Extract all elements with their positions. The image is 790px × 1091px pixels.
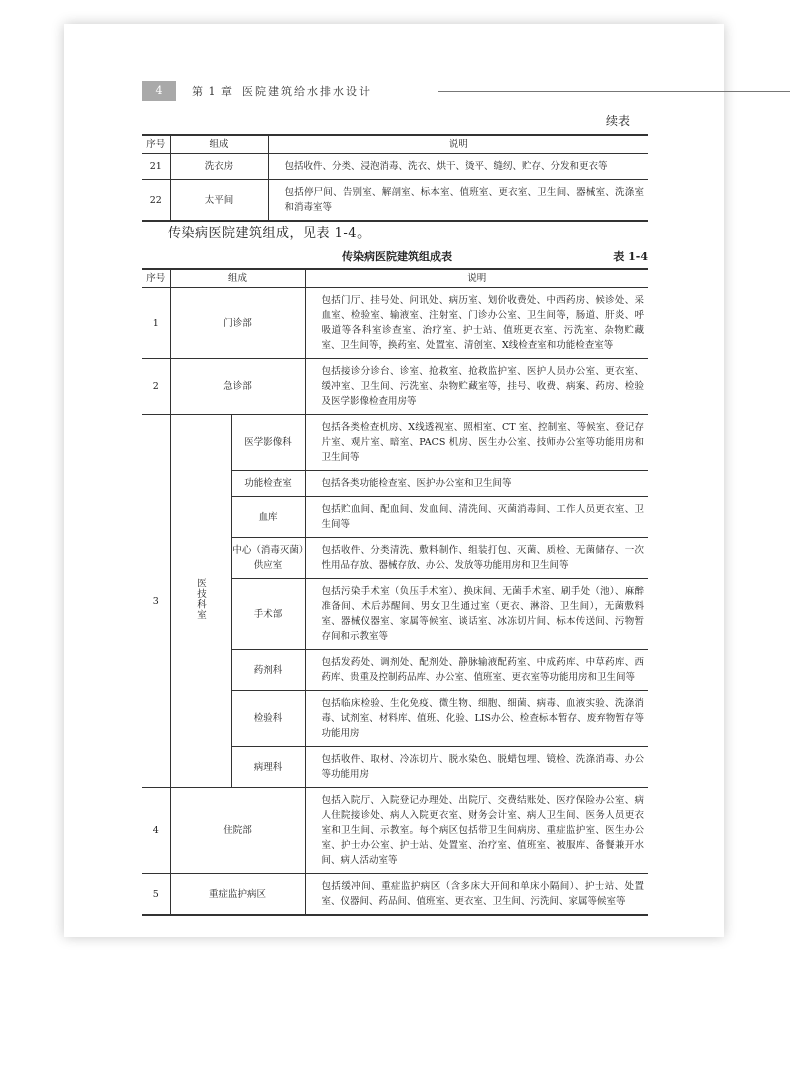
sub-name: 手术部: [231, 579, 305, 650]
col-header-num: 序号: [142, 135, 170, 154]
sub-desc: 包括各类功能检查室、医护办公室和卫生间等: [305, 471, 648, 497]
row-num: 3: [142, 415, 170, 788]
row-num: 21: [142, 154, 170, 180]
sub-desc: 包括发药处、调剂处、配剂处、静脉输液配药室、中成药库、中草药库、西药库、贵重及控制药品库、办公室、值班室、更衣室等功能用房和卫生间等: [305, 650, 648, 691]
row-desc: 包括停尸间、告别室、解剖室、标本室、值班室、更衣室、卫生间、器械室、洗涤室和消毒室等: [268, 180, 648, 222]
row-desc: 包括缓冲间、重症监护病区（含多床大开间和单床小隔间）、护士站、处置室、仪器间、药品间、值班室、更衣室、卫生间、污洗间、家属等候室等: [305, 874, 648, 916]
sub-desc: 包括收件、取材、冷冻切片、脱水染色、脱蜡包埋、镜检、洗涤消毒、办公等功能用房: [305, 747, 648, 788]
composition-table: [142, 268, 648, 916]
row-num: 22: [142, 180, 170, 222]
table-row: [142, 788, 648, 874]
header-rule: [438, 91, 790, 92]
chapter-title: 医院建筑给水排水设计: [242, 85, 372, 98]
row-desc: 包括接诊分诊台、诊室、抢救室、抢救监护室、医护人员办公室、更衣室、缓冲室、卫生间、污洗室、杂物贮藏室等，挂号、收费、病案、药房、检验及医学影像检查用房等: [305, 359, 648, 415]
row-num: 4: [142, 788, 170, 874]
table-number: 表 1-4: [613, 250, 648, 263]
sub-name: 中心（消毒灭菌）供应室: [231, 538, 305, 579]
group-label: 医技科室: [195, 577, 206, 620]
col-header-desc: 说明: [268, 135, 648, 154]
continued-label: 续表: [605, 114, 630, 128]
sub-name: 检验科: [231, 691, 305, 747]
group-cell: [170, 415, 231, 788]
table-caption: [142, 248, 648, 264]
table-row: [142, 415, 648, 471]
sub-desc: 包括临床检验、生化免疫、微生物、细胞、细菌、病毒、血液实验、洗涤消毒、试剂室、材料库、值班、化验、LIS办公、检查标本暂存、废弃物暂存等功能用房: [305, 691, 648, 747]
col-header-group: 组成: [170, 269, 305, 288]
intro-paragraph: 传染病医院建筑组成，见表 1-4。: [168, 226, 371, 241]
sub-name: 医学影像科: [231, 415, 305, 471]
sub-desc: 包括贮血间、配血间、发血间、清洗间、灭菌消毒间、工作人员更衣室、卫生间等: [305, 497, 648, 538]
continued-table: [142, 134, 648, 222]
col-header-desc: 说明: [305, 269, 648, 288]
table-row: [142, 288, 648, 359]
row-num: 2: [142, 359, 170, 415]
row-desc: 包括入院厅、入院登记办理处、出院厅、交费结账处、医疗保险办公室、病人住院接诊处、病人入院更衣室、财务会计室、病人卫生间、医务人员更衣室和卫生间、示教室。每个病区包括带卫生间病房、重症监护室、医生办公室、护士办公室、护士站、处置室、治疗室、值班室、被服库、备餐兼开水间、病人活动室等: [305, 788, 648, 874]
page-number: 4: [142, 81, 176, 101]
sub-name: 病理科: [231, 747, 305, 788]
table-row: [142, 154, 648, 180]
row-name: 住院部: [170, 788, 305, 874]
chapter-number: 第 1 章: [192, 85, 233, 98]
table-row: [142, 359, 648, 415]
sub-desc: 包括收件、分类清洗、敷料制作、组装打包、灭菌、质检、无菌储存、一次性用品存放、器械存放、办公、发放等功能用房和卫生间等: [305, 538, 648, 579]
row-name: 洗衣房: [170, 154, 268, 180]
table-title: 传染病医院建筑组成表: [342, 250, 452, 263]
col-header-group: 组成: [170, 135, 268, 154]
row-num: 1: [142, 288, 170, 359]
table-row: [142, 180, 648, 222]
table-row: [142, 874, 648, 916]
sub-name: 功能检查室: [231, 471, 305, 497]
row-desc: 包括门厅、挂号处、问讯处、病历室、划价收费处、中西药房、候诊处、采血室、检验室、输液室、注射室、门诊办公室、卫生间等，肠道、肝炎、呼吸道等各科室诊查室、治疗室、护士站、值班更衣室、污洗室、杂物贮藏室、卫生间等，换药室、处置室、清创室、X线检查室和功能检查室等: [305, 288, 648, 359]
row-name: 门诊部: [170, 288, 305, 359]
row-num: 5: [142, 874, 170, 916]
row-name: 重症监护病区: [170, 874, 305, 916]
row-name: 急诊部: [170, 359, 305, 415]
sub-name: 血库: [231, 497, 305, 538]
col-header-num: 序号: [142, 269, 170, 288]
book-page: [64, 24, 724, 937]
row-name: 太平间: [170, 180, 268, 222]
sub-desc: 包括各类检查机房、X线透视室、照相室、CT 室、控制室、等候室、登记存片室、观片室、暗室、PACS 机房、医生办公室、技师办公室等功能用房和卫生间等: [305, 415, 648, 471]
sub-name: 药剂科: [231, 650, 305, 691]
sub-desc: 包括污染手术室（负压手术室）、换床间、无菌手术室、刷手处（池）、麻醉准备间、术后苏醒间、男女卫生通过室（更衣、淋浴、卫生间），无菌敷料室、器械仪器室、家属等候室、谈话室、冰冻切片间、标本传送间、污物暂存间和示教室等: [305, 579, 648, 650]
row-desc: 包括收件、分类、浸泡消毒、洗衣、烘干、烫平、缝纫、贮存、分发和更衣等: [268, 154, 648, 180]
running-header: [142, 81, 706, 101]
